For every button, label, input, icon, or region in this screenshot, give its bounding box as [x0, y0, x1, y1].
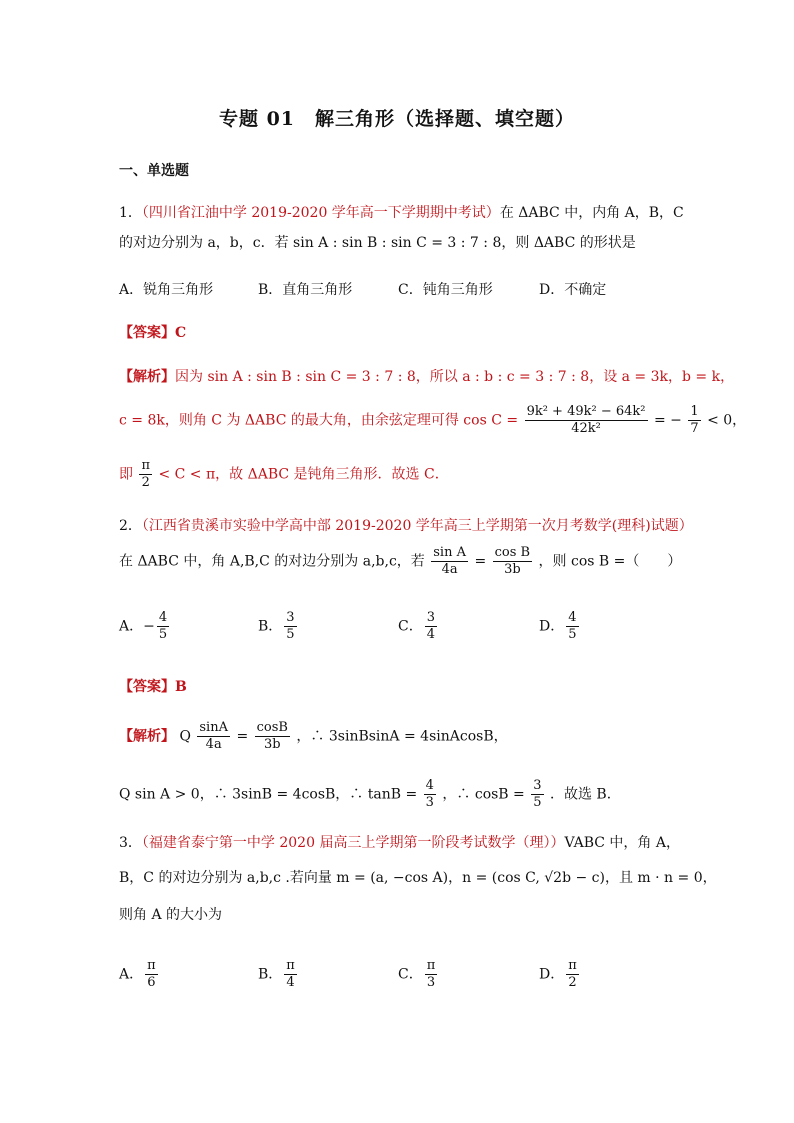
q2-option-c-num: 3: [426, 610, 435, 625]
q3-option-b-den: 4: [286, 975, 295, 990]
q1-answer: 【答案】C: [119, 325, 187, 341]
q3-option-c: [398, 958, 439, 991]
q1-jiexi-text-1: 因为 sin A : sin B : sin C = 3 : 7 : 8，所以 a : b : c = 3 : 7 : 8，设 a = 3k，b = k，: [175, 369, 735, 385]
q2-j2-b: ，∴ cosB =: [442, 786, 525, 803]
q2-j2-f2-num: 3: [533, 778, 542, 793]
q2-fb-num: cos B: [494, 545, 531, 560]
q1-source: （四川省江油中学 2019-2020 学年高一下学期期中考试）: [141, 205, 500, 221]
q3-number: 3．: [119, 835, 142, 851]
q2-jiexi-label: 【解析】: [119, 728, 175, 745]
q2-line-2: [119, 545, 681, 578]
q2-j2-c: ．故选 B．: [549, 786, 621, 803]
q1-option-b: B．直角三角形: [258, 282, 353, 298]
q1-fraction-one-seventh: [688, 404, 700, 437]
q2-fraction-sin-a: [431, 545, 468, 578]
q1-frac3-den: 2: [141, 475, 150, 490]
q3-stem-a: VABC 中，角 A，: [564, 835, 680, 851]
q2-j1-fraction-a: [197, 720, 230, 753]
q2-stem-b: ，则 cos B =（ ）: [538, 553, 682, 570]
q2-option-b-label: B．: [258, 618, 283, 635]
q2-option-c: [398, 610, 439, 643]
q1-jiexi-text-3b: < C < π，故 ΔABC 是钝角三角形．故选 C．: [158, 466, 449, 483]
q2-fraction-cos-b: [493, 545, 532, 578]
q3-option-d: [539, 958, 581, 991]
q2-option-d-fraction: [566, 610, 578, 643]
q3-option-a: [119, 958, 160, 991]
q3-option-a-fraction: [145, 958, 158, 991]
q3-stem-b: B，C 的对边分别为 a,b,c .若向量 m = (a, −cos A)，n = (cos C, √2b − c)，且 m · n = 0，: [119, 870, 717, 886]
q2-jiexi-line-2: [119, 778, 621, 811]
q1-frac1-den: 42k²: [571, 421, 601, 436]
q2-j1-fa-den: 4a: [205, 737, 222, 752]
q3-option-a-num: π: [147, 958, 156, 973]
q2-equals: =: [474, 553, 487, 570]
q1-frac3-num: π: [141, 458, 150, 473]
q1-jiexi-label: 【解析】: [119, 369, 175, 385]
q2-source: （江西省贵溪市实验中学高中部 2019-2020 学年高三上学期第一次月考数学(理科)试题）: [141, 518, 693, 534]
q2-option-a-fraction: [157, 610, 169, 643]
q2-j2-f1-den: 3: [425, 795, 434, 810]
q2-answer: 【答案】B: [119, 679, 187, 695]
q3-source: （福建省泰宁第一中学 2020 届高三上学期第一阶段考试数学（理））: [141, 835, 565, 851]
q3-line-1: [119, 833, 680, 853]
q3-option-d-num: π: [568, 958, 577, 973]
q2-jiexi-line-1: [119, 720, 508, 753]
q2-option-c-den: 4: [426, 627, 435, 642]
q3-option-d-label: D．: [539, 966, 565, 983]
q3-stem-c: 则角 A 的大小为: [119, 907, 223, 923]
q2-j2-a: Q sin A > 0，∴ 3sinB = 4cosB，∴ tanB =: [119, 786, 418, 803]
q1-option-a: A．锐角三角形: [119, 282, 214, 298]
q2-fa-den: 4a: [441, 562, 458, 577]
section-heading: 一、单选题: [119, 163, 189, 179]
q2-option-a-den: 5: [158, 627, 168, 642]
q2-option-d-num: 4: [568, 610, 577, 625]
q3-option-a-den: 6: [147, 975, 156, 990]
q2-j2-fraction-tan: [424, 778, 436, 811]
q2-option-b-fraction: [284, 610, 296, 643]
q2-option-d-den: 5: [568, 627, 577, 642]
q2-j1-fraction-b: [255, 720, 290, 753]
q2-option-a-num: 4: [158, 610, 168, 625]
q3-option-c-label: C．: [398, 966, 423, 983]
q3-option-b-num: π: [286, 958, 295, 973]
q1-jiexi-line-2: [119, 404, 746, 437]
q2-option-c-label: C．: [398, 618, 423, 635]
q1-fraction-pi-half: [139, 458, 152, 491]
q3-option-b-fraction: [284, 958, 297, 991]
q3-option-c-fraction: [425, 958, 438, 991]
q2-stem-a: 在 ΔABC 中，角 A,B,C 的对边分别为 a,b,c，若: [119, 553, 425, 570]
q1-jiexi-text-2c: < 0，: [707, 412, 747, 429]
q1-option-c: C．钝角三角形: [398, 282, 493, 298]
q2-option-a-sign: −: [143, 618, 155, 635]
q2-j1-eq: =: [236, 728, 249, 745]
q2-fa-num: sin A: [433, 545, 466, 560]
q2-j1-fa-num: sinA: [199, 720, 228, 735]
q2-j1-pre: Q: [179, 728, 191, 745]
q3-option-d-fraction: [566, 958, 579, 991]
q1-frac2-num: 1: [690, 404, 699, 419]
q1-stem-b: 的对边分别为 a，b，c．若 sin A : sin B : sin C = 3 : 7 : 8，则 ΔABC 的形状是: [119, 235, 636, 251]
q3-option-a-label: A．: [119, 966, 144, 983]
q2-fb-den: 3b: [504, 562, 521, 577]
q2-option-b-num: 3: [286, 610, 295, 625]
q1-jiexi-text-2b: = −: [653, 412, 682, 429]
q2-option-d: [539, 610, 581, 643]
page-title: 专题 01 解三角形（选择题、填空题）: [218, 108, 576, 130]
q2-option-b-den: 5: [286, 627, 295, 642]
q1-line-1: [119, 203, 684, 223]
q2-j1-fb-den: 3b: [264, 737, 281, 752]
q2-j2-fraction-cos: [531, 778, 543, 811]
q3-option-c-num: π: [426, 958, 436, 973]
q1-fraction-cos-c: [525, 404, 648, 437]
q3-option-d-den: 2: [568, 975, 577, 990]
q1-jiexi-text-3a: 即: [119, 466, 133, 483]
q3-option-c-den: 3: [426, 975, 436, 990]
q1-number: 1．: [119, 205, 142, 221]
q2-option-c-fraction: [425, 610, 437, 643]
q2-j1-fb-num: cosB: [256, 720, 288, 735]
q2-j1-post: ，∴ 3sinBsinA = 4sinAcosB，: [296, 728, 508, 745]
q1-jiexi-text-2a: c = 8k，则角 C 为 ΔABC 的最大角，由余弦定理可得 cos C =: [119, 412, 519, 429]
q2-j2-f2-den: 5: [533, 795, 542, 810]
q1-jiexi-line-1: [119, 367, 734, 387]
q3-option-b: [258, 958, 299, 991]
q2-option-a: [119, 610, 171, 643]
q2-option-b: [258, 610, 299, 643]
q1-frac2-den: 7: [690, 421, 699, 436]
q2-option-a-label: A．: [119, 618, 144, 635]
q2-option-d-label: D．: [539, 618, 565, 635]
q1-option-d: D．不确定: [539, 282, 607, 298]
q1-jiexi-line-3: [119, 458, 449, 491]
q3-option-b-label: B．: [258, 966, 283, 983]
q2-line-1: [119, 516, 693, 536]
q1-stem-a: 在 ΔABC 中，内角 A，B，C: [499, 205, 684, 221]
q1-frac1-num: 9k² + 49k² − 64k²: [526, 404, 646, 419]
q2-number: 2．: [119, 518, 142, 534]
q2-j2-f1-num: 4: [425, 778, 434, 793]
